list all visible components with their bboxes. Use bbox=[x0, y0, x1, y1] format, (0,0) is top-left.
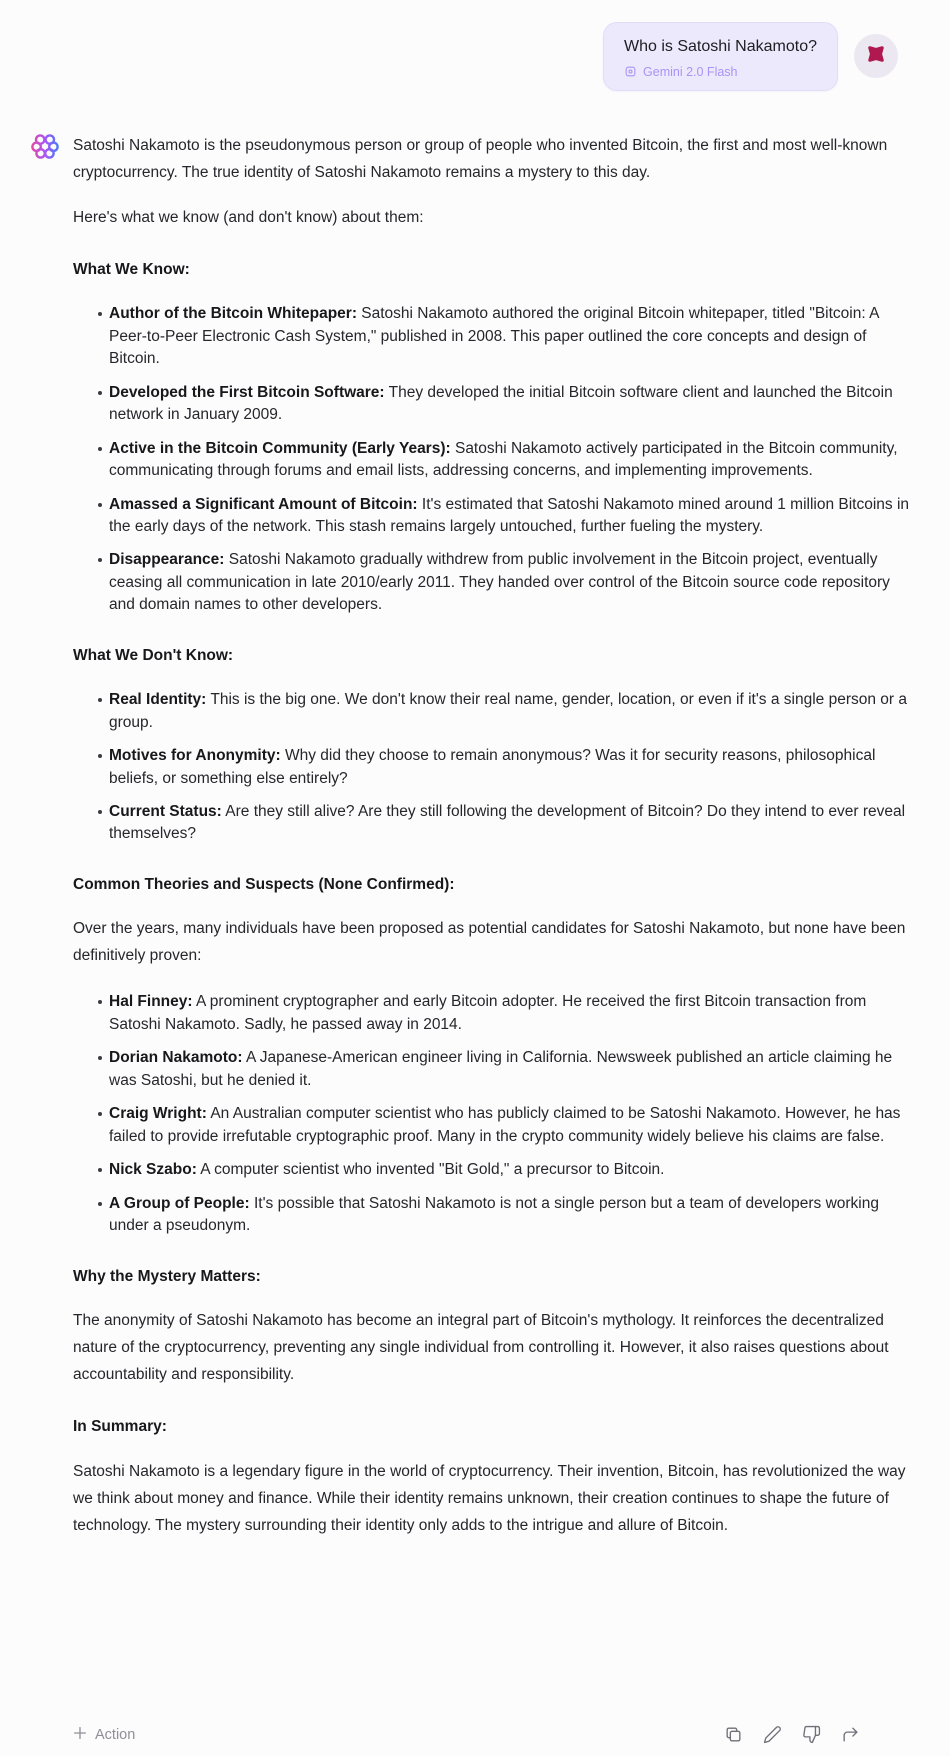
list-item-text: Satoshi Nakamoto gradually withdrew from public involvement in the Bitcoin project, eventually ceasing all communication in late 2010/early 2011. They handed over control of the Bitcoin source code repository and domain names to other developers. bbox=[109, 551, 890, 614]
paragraph: Over the years, many individuals have been proposed as potential candidates for Satoshi Nakamoto, but none have been definitively proven: bbox=[73, 920, 906, 965]
list-item-text: Are they still alive? Are they still following the development of Bitcoin? Do they intend to ever reveal themselves? bbox=[109, 802, 906, 843]
user-message-text: Who is Satoshi Nakamoto? bbox=[624, 38, 817, 55]
model-name-label: Gemini 2.0 Flash bbox=[643, 64, 738, 79]
section-heading: What We Don't Know: bbox=[73, 646, 234, 664]
list-item-lead: Real Identity: bbox=[109, 691, 207, 709]
user-avatar[interactable] bbox=[854, 34, 898, 78]
list-item bbox=[73, 382, 920, 427]
action-button[interactable] bbox=[72, 1725, 135, 1745]
assistant-message-row bbox=[0, 129, 950, 1557]
list-item bbox=[73, 801, 920, 846]
list-item-lead: A Group of People: bbox=[109, 1194, 250, 1212]
paragraph: Satoshi Nakamoto is a legendary figure in the world of cryptocurrency. Their invention, Bitcoin, has revolutionized the way we think about money and finance. While their identity remains unknown, their creation continues to shape the future of technology. The mystery surrounding their identity only adds to the intrigue and allure of Bitcoin. bbox=[73, 1462, 906, 1534]
section-heading: Why the Mystery Matters: bbox=[73, 1267, 261, 1285]
list-item bbox=[73, 745, 920, 790]
plus-icon bbox=[72, 1725, 88, 1745]
list-item-text: A prominent cryptographer and early Bitcoin adopter. He received the first Bitcoin transaction from Satoshi Nakamoto. Sadly, he passed away in 2014. bbox=[109, 993, 867, 1033]
model-indicator[interactable] bbox=[624, 65, 817, 79]
section-heading: What We Know: bbox=[73, 260, 190, 278]
list-item-text: An Australian computer scientist who has publicly claimed to be Satoshi Nakamoto. However, he has failed to provide irrefutable cryptographic proof. Many in the crypto community widely believe his claims are false. bbox=[109, 1105, 901, 1145]
list-item-lead: Developed the First Bitcoin Software: bbox=[109, 383, 385, 401]
list-item-lead: Disappearance: bbox=[109, 551, 225, 569]
list-item-lead: Craig Wright: bbox=[109, 1105, 207, 1123]
section-heading: Common Theories and Suspects (None Confirmed): bbox=[73, 875, 455, 893]
list-item-lead: Author of the Bitcoin Whitepaper: bbox=[109, 305, 357, 323]
list-item-lead: Amassed a Significant Amount of Bitcoin: bbox=[109, 495, 418, 513]
list-item-text: Satoshi Nakamoto authored the original Bitcoin whitepaper, titled "Bitcoin: A Peer-to-Peer Electronic Cash System," published in 2008. This paper outlined the core concepts and design of Bitcoin. bbox=[109, 305, 879, 368]
action-button-label: Action bbox=[95, 1726, 136, 1743]
bullet-list bbox=[73, 689, 920, 846]
list-item bbox=[73, 1047, 920, 1092]
copy-icon[interactable] bbox=[722, 1723, 745, 1746]
list-item bbox=[73, 1193, 920, 1238]
paragraph: Satoshi Nakamoto is the pseudonymous person or group of people who invented Bitcoin, the first and most well-known cryptocurrency. The true identity of Satoshi Nakamoto remains a mystery to this day. bbox=[73, 136, 888, 181]
list-item-lead: Hal Finney: bbox=[109, 993, 193, 1011]
section-heading: In Summary: bbox=[73, 1418, 167, 1436]
list-item bbox=[73, 689, 920, 734]
list-item bbox=[73, 1159, 920, 1181]
list-item bbox=[73, 438, 920, 483]
list-item-text: Why did they choose to remain anonymous? Was it for security reasons, philosophical beliefs, or something else entirely? bbox=[109, 747, 876, 787]
list-item bbox=[73, 991, 920, 1036]
model-chip-icon bbox=[624, 65, 637, 78]
list-item-text: It's possible that Satoshi Nakamoto is not a single person but a team of developers working under a pseudonym. bbox=[109, 1194, 879, 1235]
edit-icon[interactable] bbox=[761, 1723, 784, 1746]
list-item-lead: Current Status: bbox=[109, 802, 222, 820]
user-message-bubble bbox=[603, 22, 838, 91]
list-item-lead: Active in the Bitcoin Community (Early Years): bbox=[109, 439, 451, 457]
paragraph: The anonymity of Satoshi Nakamoto has become an integral part of Bitcoin's mythology. It reinforces the decentralized nature of the cryptocurrency, preventing any single individual from controlling it. However, it also raises questions about accountability and responsibility. bbox=[73, 1311, 889, 1384]
list-item-text: This is the big one. We don't know their real name, gender, location, or even if it's a single person or a group. bbox=[109, 691, 907, 731]
list-item-lead: Motives for Anonymity: bbox=[109, 747, 281, 765]
bullet-list bbox=[73, 303, 920, 617]
list-item-text: A computer scientist who invented "Bit Gold," a precursor to Bitcoin. bbox=[196, 1161, 665, 1179]
bullet-list bbox=[73, 991, 920, 1237]
avatar-star-icon bbox=[865, 43, 887, 70]
list-item-lead: Dorian Nakamoto: bbox=[109, 1049, 243, 1067]
thumbs-down-icon[interactable] bbox=[800, 1723, 823, 1746]
message-tools bbox=[722, 1723, 862, 1746]
share-icon[interactable] bbox=[839, 1723, 862, 1746]
assistant-message-body bbox=[73, 129, 920, 1557]
user-message-row bbox=[0, 0, 950, 91]
list-item bbox=[73, 494, 920, 539]
list-item bbox=[73, 549, 920, 616]
paragraph: Here's what we know (and don't know) about them: bbox=[73, 208, 424, 226]
list-item-text: Satoshi Nakamoto actively participated in the Bitcoin community, communicating through forums and email lists, addressing concerns, and implementing improvements. bbox=[109, 439, 898, 480]
list-item-lead: Nick Szabo: bbox=[109, 1161, 197, 1179]
list-item bbox=[73, 1103, 920, 1148]
list-item-text: A Japanese-American engineer living in California. Newsweek published an article claiming he was Satoshi, but he denied it. bbox=[109, 1049, 893, 1089]
list-item-text: They developed the initial Bitcoin software client and launched the Bitcoin network in January 2009. bbox=[109, 383, 893, 424]
brain-icon bbox=[30, 131, 60, 166]
message-action-bar bbox=[0, 1723, 950, 1756]
list-item-text: It's estimated that Satoshi Nakamoto mined around 1 million Bitcoins in the early days of the network. This stash remains largely untouched, further fueling the mystery. bbox=[109, 495, 910, 535]
list-item bbox=[73, 303, 920, 370]
